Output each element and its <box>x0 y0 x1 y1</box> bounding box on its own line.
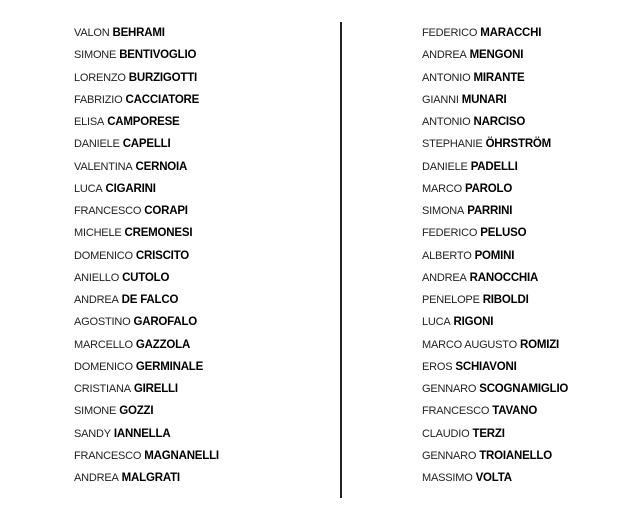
first-name: MARCELLO <box>74 338 133 351</box>
name-entry <box>74 266 169 288</box>
name-entry <box>74 21 165 43</box>
name-entry <box>422 132 551 154</box>
first-name: FABRIZIO <box>74 93 123 106</box>
first-name: FEDERICO <box>422 227 478 240</box>
name-entry <box>422 288 529 310</box>
last-name: MAGNANELLI <box>144 449 219 462</box>
column-divider <box>340 22 342 498</box>
last-name: CIGARINI <box>105 182 156 195</box>
last-name: IANNELLA <box>113 427 171 440</box>
first-name: FRANCESCO <box>422 405 490 418</box>
first-name: PENELOPE <box>422 294 480 306</box>
last-name: GAROFALO <box>133 316 198 329</box>
name-entry <box>74 155 187 177</box>
first-name: MASSIMO <box>422 472 473 484</box>
name-entry <box>422 155 518 177</box>
last-name: DE FALCO <box>121 294 179 306</box>
last-name: TROIANELLO <box>479 449 552 462</box>
last-name: GAZZOLA <box>135 338 191 351</box>
last-name: TAVANO <box>492 405 538 418</box>
first-name: STEPHANIE <box>422 138 483 151</box>
name-entry <box>422 466 512 488</box>
last-name: MUNARI <box>461 93 507 106</box>
first-name: SANDY <box>74 427 111 440</box>
last-name: ÖHRSTRÖM <box>485 138 552 151</box>
name-entry <box>74 132 170 154</box>
name-entry <box>422 88 507 110</box>
name-entry <box>74 66 197 88</box>
first-name: SIMONA <box>422 205 465 217</box>
first-name: ANTONIO <box>422 116 471 128</box>
name-entry <box>74 422 170 444</box>
last-name: PAROLO <box>464 182 513 195</box>
last-name: PARRINI <box>467 205 513 217</box>
last-name: RANOCCHIA <box>469 271 539 284</box>
first-name: FEDERICO <box>422 27 478 39</box>
name-entry <box>422 21 541 43</box>
last-name: CREMONESI <box>124 227 193 240</box>
last-name: TERZI <box>472 427 505 440</box>
first-name: AGOSTINO <box>74 316 131 329</box>
last-name: CUTOLO <box>122 271 170 284</box>
first-name: SIMONE <box>74 49 117 62</box>
first-name: ANDREA <box>74 472 119 484</box>
name-entry <box>74 177 156 199</box>
last-name: VOLTA <box>475 472 512 484</box>
first-name: ANDREA <box>74 294 119 306</box>
first-name: DANIELE <box>74 138 120 151</box>
last-name: CAMPORESE <box>107 116 180 128</box>
last-name: CAPELLI <box>122 138 171 151</box>
name-entry <box>422 244 514 266</box>
last-name: SCHIAVONI <box>455 360 517 373</box>
last-name: MENGONI <box>469 49 524 62</box>
last-name: POMINI <box>474 249 515 262</box>
last-name: ROMIZI <box>520 338 560 351</box>
first-name: ANIELLO <box>74 271 120 284</box>
name-entry <box>74 244 189 266</box>
name-entry <box>74 88 199 110</box>
last-name: BEHRAMI <box>112 27 165 39</box>
name-entry <box>74 444 219 466</box>
first-name: CLAUDIO <box>422 427 470 440</box>
last-name: GIRELLI <box>133 383 178 395</box>
name-entry <box>74 310 197 332</box>
name-entry <box>74 355 203 377</box>
name-entry <box>422 355 517 377</box>
first-name: ANDREA <box>422 271 467 284</box>
name-entry <box>422 66 525 88</box>
name-entry <box>422 199 512 221</box>
first-name: DOMENICO <box>74 360 133 373</box>
name-entry <box>422 444 552 466</box>
first-name: DANIELE <box>422 160 468 173</box>
name-entry <box>422 43 523 65</box>
first-name: ALBERTO <box>422 249 472 262</box>
first-name: LUCA <box>422 316 451 329</box>
name-entry <box>422 310 493 332</box>
name-entry <box>74 288 178 310</box>
name-entry <box>422 422 505 444</box>
first-name: ELISA <box>74 116 105 128</box>
first-name: DOMENICO <box>74 249 133 262</box>
first-name: VALON <box>74 27 110 39</box>
last-name: BURZIGOTTI <box>128 71 198 84</box>
name-entry <box>74 333 190 355</box>
first-name: ANTONIO <box>422 71 471 84</box>
name-entry <box>422 266 538 288</box>
name-entry <box>74 466 180 488</box>
last-name: MIRANTE <box>473 71 525 84</box>
name-entry <box>422 377 568 399</box>
last-name: MALGRATI <box>121 472 180 484</box>
last-name: RIGONI <box>453 316 494 329</box>
last-name: GOZZI <box>119 405 154 418</box>
first-name: LUCA <box>74 182 103 195</box>
first-name: LORENZO <box>74 71 126 84</box>
last-name: PADELLI <box>470 160 518 173</box>
name-entry <box>422 399 537 421</box>
last-name: CORAPI <box>144 205 188 217</box>
last-name: GERMINALE <box>135 360 204 373</box>
first-name: ANDREA <box>422 49 467 62</box>
name-entry <box>422 221 526 243</box>
name-entry <box>422 177 512 199</box>
last-name: BENTIVOGLIO <box>119 49 197 62</box>
last-name: CRISCITO <box>135 249 190 262</box>
last-name: CERNOIA <box>135 160 188 173</box>
first-name: MARCO AUGUSTO <box>422 338 517 351</box>
first-name: GENNARO <box>422 383 477 395</box>
first-name: MARCO <box>422 182 462 195</box>
first-name: SIMONE <box>74 405 117 418</box>
first-name: FRANCESCO <box>74 205 142 217</box>
last-name: CACCIATORE <box>125 93 200 106</box>
name-entry <box>74 199 188 221</box>
last-name: SCOGNAMIGLIO <box>479 383 569 395</box>
first-name: GENNARO <box>422 449 477 462</box>
first-name: CRISTIANA <box>74 383 131 395</box>
last-name: PELUSO <box>480 227 527 240</box>
first-name: VALENTINA <box>74 160 133 173</box>
name-entry <box>74 377 178 399</box>
name-entry <box>74 43 196 65</box>
last-name: RIBOLDI <box>482 294 529 306</box>
first-name: FRANCESCO <box>74 449 142 462</box>
name-entry <box>422 110 525 132</box>
first-name: EROS <box>422 360 453 373</box>
name-entry <box>74 221 192 243</box>
name-entry <box>74 110 180 132</box>
last-name: MARACCHI <box>480 27 542 39</box>
first-name: GIANNI <box>422 93 459 106</box>
name-entry <box>74 399 153 421</box>
last-name: NARCISO <box>473 116 526 128</box>
name-entry <box>422 333 559 355</box>
first-name: MICHELE <box>74 227 122 240</box>
